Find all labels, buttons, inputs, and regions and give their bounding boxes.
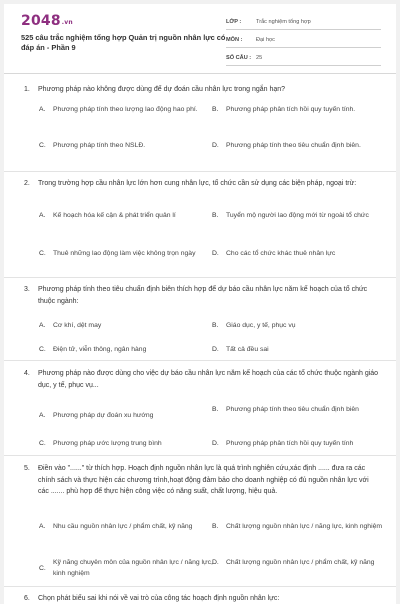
option-c[interactable] [39, 557, 214, 579]
option-text: Chất lượng nguồn nhân lực / phẩm chất, kỹ năng [226, 559, 375, 566]
option-b[interactable] [212, 521, 387, 532]
question-number: 1. [24, 86, 30, 93]
option-letter: A. [39, 412, 46, 419]
option-d[interactable] [212, 344, 387, 355]
option-d[interactable] [212, 140, 387, 151]
question-divider [4, 277, 396, 278]
meta-count-row [226, 51, 381, 66]
count-value: 25 [256, 55, 263, 61]
option-b[interactable] [212, 320, 387, 331]
question-divider [4, 360, 396, 361]
question-text: Phương pháp nào được dùng cho việc dự báo cầu nhân lực năm kế hoạch của các tổ chức thuộc ngành giáo dục, y tế, phục vụ... [38, 370, 379, 389]
question-text: Phương pháp tính theo tiêu chuẩn định biên thích hợp để dự báo cầu nhân lực năm kế hoạch của tổ chức thuộc ngành: [38, 286, 368, 305]
option-b[interactable] [212, 210, 387, 221]
option-letter: A. [39, 106, 46, 113]
option-text: Cho các tổ chức khác thuê nhân lực [226, 250, 336, 257]
option-text: Tất cả đều sai [226, 346, 269, 353]
option-text: Phương pháp phân tích hồi quy tuyến tính [226, 440, 354, 447]
option-text: Phương pháp dự đoán xu hướng [53, 412, 154, 419]
worksheet-page [4, 4, 396, 604]
option-a[interactable] [39, 210, 214, 221]
meta-class-row [226, 15, 381, 30]
option-text: Kỹ năng chuyên môn của nguồn nhân lực / năng lực, kinh nghiệm [53, 559, 213, 577]
option-text: Phương pháp ước lượng trung bình [53, 440, 162, 447]
option-a[interactable] [39, 104, 214, 115]
question-text: Điền vào "......" từ thích hợp. Hoạch định nguồn nhân lực là quá trình nghiên cứu,xác định ...... đưa ra các chính sách và thực hiện các chương trình,hoạt động đảm bảo cho doanh nghiệp có đủ nguồn nhân lực với các ....... phù hợp để thực hiện công việc có năng suất, chất lượng, hiệu quả. [38, 465, 369, 495]
question-number: 4. [24, 370, 30, 377]
option-letter: D. [212, 346, 219, 353]
question-text: Phương pháp nào không được dùng để dự đoán cầu nhân lực trong ngắn hạn? [38, 86, 286, 93]
meta-subject-row [226, 33, 381, 48]
option-letter: B. [212, 106, 219, 113]
subject-label: MÔN : [226, 37, 243, 43]
option-letter: A. [39, 523, 46, 530]
option-text: Phương pháp tính theo tiêu chuẩn định biên. [226, 142, 361, 149]
option-c[interactable] [39, 344, 214, 355]
class-value: Trắc nghiệm tổng hợp [256, 19, 311, 25]
option-text: Phương pháp tính theo tiêu chuẩn định biên [226, 406, 359, 413]
option-c[interactable] [39, 140, 214, 151]
option-text: Phương pháp tính theo NSLĐ. [53, 142, 146, 149]
option-letter: D. [212, 559, 219, 566]
option-text: Thuê những lao động làm việc không trọn ngày [53, 250, 196, 257]
page-header [4, 4, 396, 74]
subject-value: Đại học [256, 37, 275, 43]
site-logo[interactable] [21, 13, 73, 29]
question-number: 5. [24, 465, 30, 472]
page-title: 525 câu trắc nghiệm tổng hợp Quản trị nguồn nhân lực có đáp án - Phần 9 [21, 33, 226, 52]
option-b[interactable] [212, 404, 387, 415]
option-d[interactable] [212, 557, 387, 568]
question-number: 3. [24, 286, 30, 293]
option-letter: A. [39, 322, 46, 329]
class-label: LỚP : [226, 19, 242, 25]
question-text: Chọn phát biểu sai khi nói về vai trò của công tác hoạch định nguồn nhân lực: [38, 595, 280, 602]
option-d[interactable] [212, 438, 387, 449]
meta-info [226, 15, 381, 69]
option-text: Phương pháp tính theo lượng lao động hao phí. [53, 106, 198, 113]
option-text: Nhu cầu nguồn nhân lực / phẩm chất, kỹ năng [53, 523, 193, 530]
question-number: 2. [24, 180, 30, 187]
option-letter: A. [39, 212, 46, 219]
question-divider [4, 586, 396, 587]
option-a[interactable] [39, 320, 214, 331]
option-letter: C. [39, 564, 46, 572]
option-letter: B. [212, 212, 219, 219]
option-letter: D. [212, 142, 219, 149]
option-letter: C. [39, 346, 46, 353]
question-divider [4, 455, 396, 456]
question-number: 6. [24, 595, 30, 602]
logo-text: 2048 [21, 13, 61, 29]
option-text: Kế hoạch hóa kế cận & phát triển quản lí [53, 212, 176, 219]
option-c[interactable] [39, 248, 214, 259]
option-text: Điện tử, viễn thông, ngân hàng [53, 346, 147, 353]
option-a[interactable] [39, 410, 214, 421]
option-text: Chất lượng nguồn nhân lực / năng lực, kinh nghiệm [226, 523, 383, 530]
option-letter: C. [39, 250, 46, 257]
option-b[interactable] [212, 104, 387, 115]
option-letter: C. [39, 142, 46, 149]
option-letter: D. [212, 440, 219, 447]
option-text: Giáo dục, y tế, phục vụ [226, 322, 296, 329]
question-divider [4, 171, 396, 172]
option-a[interactable] [39, 521, 214, 532]
option-letter: C. [39, 440, 46, 447]
option-letter: D. [212, 250, 219, 257]
option-text: Tuyển mộ người lao động mới từ ngoài tổ chức [226, 212, 369, 219]
option-text: Cơ khí, dệt may [53, 322, 102, 329]
count-label: SỐ CÂU : [226, 55, 252, 61]
option-letter: B. [212, 322, 219, 329]
question-text: Trong trường hợp cầu nhân lực lớn hơn cung nhân lực, tổ chức cần sử dụng các biện pháp, ngoại trừ: [38, 180, 357, 187]
option-c[interactable] [39, 438, 214, 449]
option-text: Phương pháp phân tích hồi quy tuyến tính. [226, 106, 356, 113]
option-letter: B. [212, 523, 219, 530]
logo-tld: .vn [61, 19, 73, 26]
option-d[interactable] [212, 248, 387, 259]
option-letter: B. [212, 406, 219, 413]
